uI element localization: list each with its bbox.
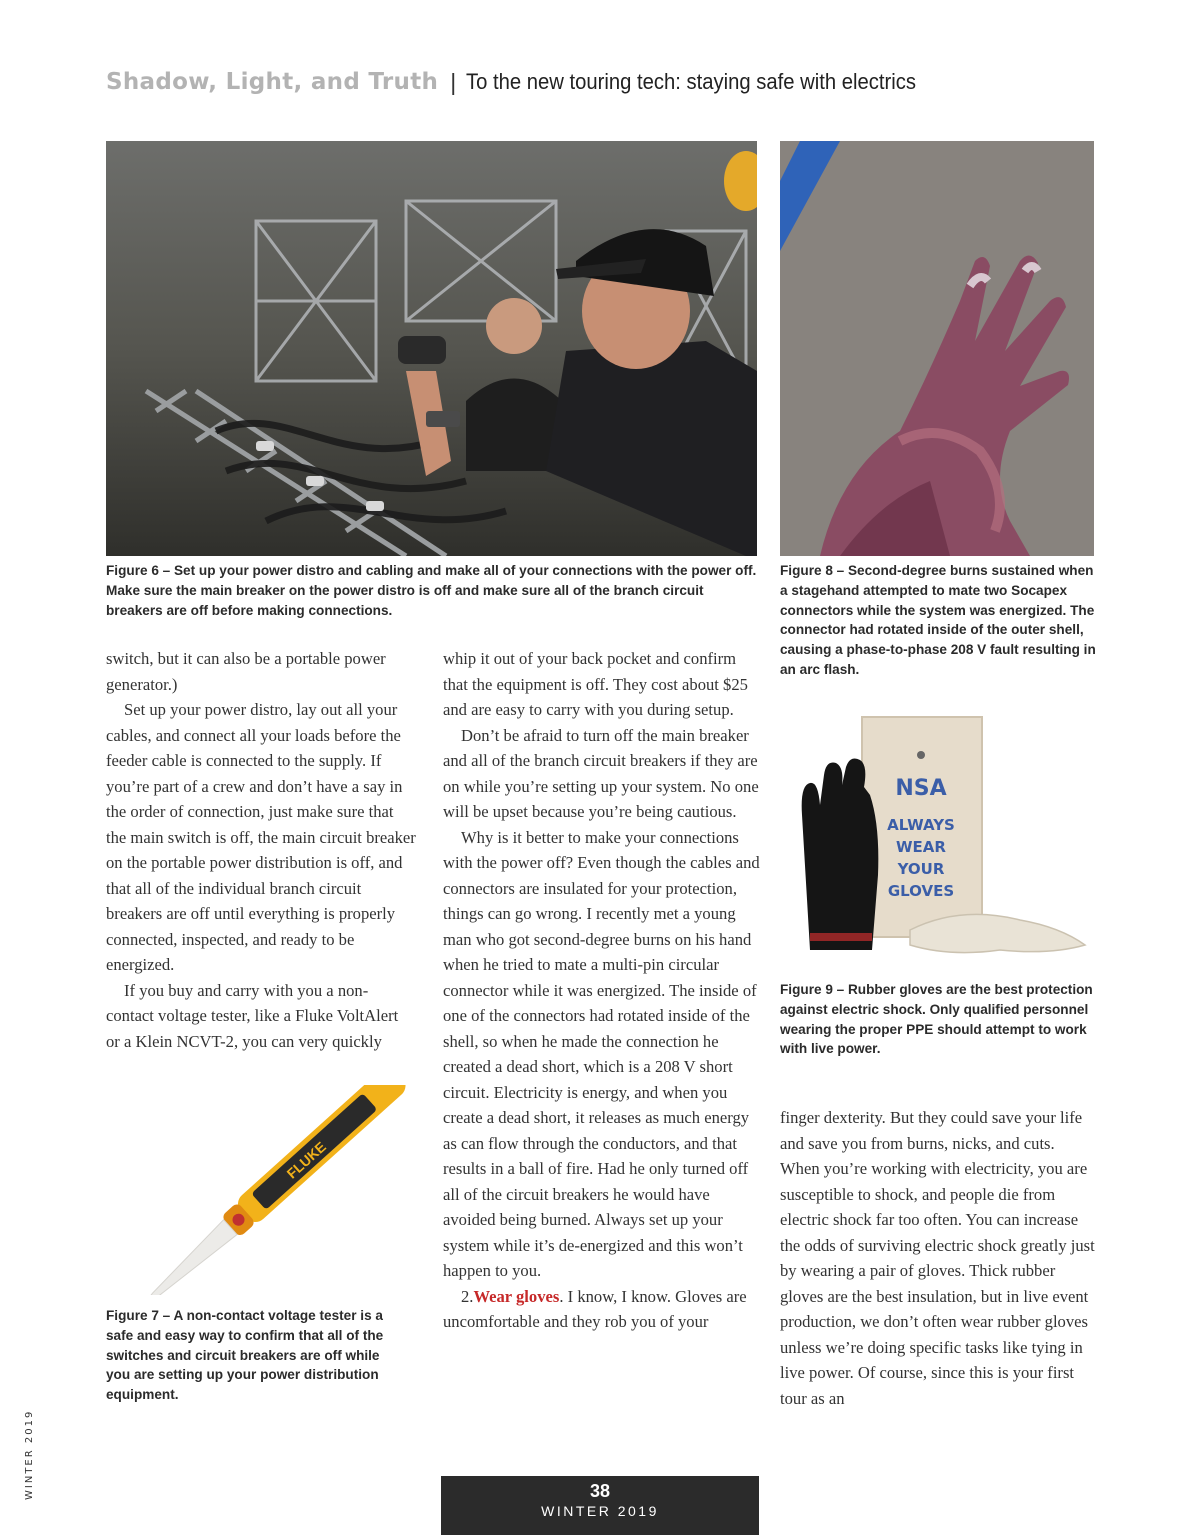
figure-7-caption: Figure 7 – A non-contact voltage tester is a safe and easy way to confirm that all of the switches and circuit breakers are off while you are setting up your power distribution equipment. [106,1308,384,1403]
figure-9-photo [780,705,1094,970]
paragraph-rest: . I know, I know. Gloves are uncomfortable and they rob you of your [443,1286,747,1331]
tester-brand: FLUKE [283,1138,330,1182]
bag-line: YOUR [897,860,945,878]
body-column-1 [106,646,416,1054]
bag-logo: NSA [895,776,947,801]
paragraph: switch, but it can also be a portable power generator.) [106,649,386,694]
paragraph: finger dexterity. But they could save your life and save you from burns, nicks, and cuts. When you’re working with electricity, you are susceptible to shock, and people die from electric shock far too often. You can increase the odds of surviving electric shock greatly just by wearing a pair of gloves. Thick rubber gloves are the best insulation, but in live event production, we don’t often wear rubber gloves unless we’re doing specific tasks like tying in live power. Of course, since this is your first tour as an [780,1108,1095,1408]
bag-line: WEAR [896,838,946,856]
bag-line: ALWAYS [887,816,955,834]
running-header [106,64,1106,100]
bag-line: GLOVES [887,882,955,900]
article-title: To the new touring tech: staying safe with electrics [466,69,917,94]
page-footer [441,1476,759,1535]
figure-8-photo [780,141,1094,556]
figure-8-caption: Figure 8 – Second-degree burns sustained when a stagehand attempted to mate two Socapex connectors while the system was energized. The connector had rotated inside of the outer shell, causing a phase-to-phase 208 V fault resulting in an arc flash. [780,563,1096,677]
header-separator: | [450,68,457,95]
paragraph: Don’t be afraid to turn off the main breaker and all of the branch circuit breakers if they are on while you’re setting up your system. No one will be upset because you’re being cautious. [443,725,759,821]
body-column-2 [443,646,763,1335]
side-issue-label: WINTER 2019 [24,1409,35,1500]
list-number: 2. [461,1286,474,1306]
paragraph: whip it out of your back pocket and confirm that the equipment is off. They cost about $25 and are easy to carry with you during setup. [443,649,748,719]
paragraph: Set up your power distro, lay out all your cables, and connect all your loads before the feeder cable is connected to the supply. If you’re part of a crew and don’t have a say in the order of connection, just make sure that the main switch is off, the main circuit breaker on the portable power distribution is off, and that all of the individual branch circuit breakers are off until everything is properly connected, inspected, and ready to be energized. [106,700,416,974]
paragraph: Why is it better to make your connections with the power off? Even though the cables and connectors are insulated for your protection, things can go wrong. I recently met a young man who got second-degree burns on his hand when he tried to mate a multi-pin circular connector while it was energized. The inside of one of the connectors had rotated inside of the shell, so when he made the connection he created a dead short, which is a 208 V short circuit. Electricity is energy, and when you create a dead short, it releases as much energy as can flow through the conductors, and that results in a ball of fire. Had he only turned off all of the circuit breakers he would have avoided being burned. Always set up your system while it’s de-energized and this won’t happen to you. [443,827,760,1280]
page-number: 38 [589,1481,611,1501]
body-column-3 [780,1105,1098,1411]
figure-7-photo [106,1085,416,1295]
paragraph [443,1284,763,1335]
figure-9-caption: Figure 9 – Rubber gloves are the best protection against electric shock. Only qualified personnel wearing the proper PPE should attempt to work with live power. [780,982,1093,1057]
series-title: Shadow, Light, and Truth [106,69,439,95]
paragraph: If you buy and carry with you a non-contact voltage tester, like a Fluke VoltAlert or a Klein NCVT-2, you can very quickly [106,980,399,1051]
figure-6-caption: Figure 6 – Set up your power distro and cabling and make all of your connections with the power off. Make sure the main breaker on the power distro is off and make sure all of the branch circuit breakers are off before making connections. [106,563,757,618]
wear-gloves-highlight: Wear gloves [473,1286,560,1306]
footer-issue: WINTER 2019 [541,1503,659,1519]
figure-6-photo [106,141,757,556]
